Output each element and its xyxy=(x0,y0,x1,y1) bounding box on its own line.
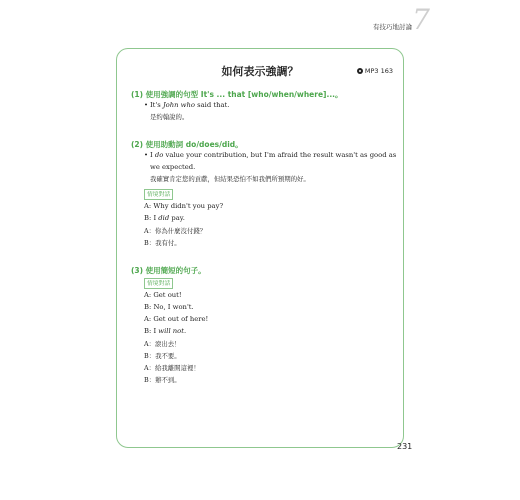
section-1-translation: 是約翰說的。 xyxy=(150,113,189,121)
mp3-label: MP3 163 xyxy=(364,67,393,75)
bullet: • xyxy=(144,101,149,109)
dialogue-line xyxy=(144,327,186,335)
text-run: It's xyxy=(150,101,163,109)
dialogue-line: B: No, I won't. xyxy=(144,303,194,311)
bullet: • xyxy=(144,151,149,159)
dialogue-line xyxy=(144,214,185,222)
text-run: . xyxy=(184,327,187,335)
emphasis: will not xyxy=(158,327,184,335)
section-2-translation: 我確實肯定您的貢獻，但結果恐怕不如我們所預期的好。 xyxy=(150,175,310,183)
emphasis: John who xyxy=(162,101,195,109)
dialogue-translation: B：辦不到。 xyxy=(144,376,181,384)
dialogue-translation: A：給我離開這裡！ xyxy=(144,364,200,372)
dialogue-translation: B：我有付。 xyxy=(144,239,181,247)
text-run: B: I xyxy=(144,327,159,335)
card-title: 如何表示強調？ xyxy=(221,65,299,78)
dialogue-tag: 情境對話 xyxy=(144,189,173,200)
dialogue-line: A: Why didn't you pay? xyxy=(144,202,224,210)
page-number: 231 xyxy=(397,442,413,451)
dialogue-line: A: Get out of here! xyxy=(144,315,209,323)
dialogue-translation: A：你為什麼沒付錢？ xyxy=(144,227,207,235)
section-2-example-line-2: we expected. xyxy=(150,163,196,171)
mp3-badge xyxy=(357,67,393,75)
emphasis: did xyxy=(158,214,170,222)
text-run: pay. xyxy=(169,214,185,222)
dialogue-translation: A：滾出去！ xyxy=(144,340,181,348)
chapter-number: 7 xyxy=(412,3,430,36)
text-run: said that. xyxy=(194,101,230,109)
dialogue-tag: 情境對話 xyxy=(144,278,173,289)
section-1-example xyxy=(150,101,229,109)
text-run: B: I xyxy=(144,214,159,222)
section-3-heading: (3) 使用簡短的句子。 xyxy=(131,266,206,275)
text-run: value your contribution, but I'm afraid the result wasn't as good as xyxy=(163,151,397,159)
dialogue-line: A: Get out! xyxy=(144,291,182,299)
section-2-example-line-1 xyxy=(150,151,396,159)
section-1-heading: (1) 使用強調的句型 It's ... that [who/when/where]...。 xyxy=(131,90,343,99)
section-2-heading: (2) 使用助動詞 do/does/did。 xyxy=(131,140,243,149)
emphasis: do xyxy=(154,151,164,159)
dialogue-translation: B：我不要。 xyxy=(144,352,181,360)
disc-icon xyxy=(357,68,363,74)
text-run: I xyxy=(150,151,155,159)
chapter-label: 有技巧地討論 xyxy=(373,23,412,31)
content-card xyxy=(116,48,404,448)
